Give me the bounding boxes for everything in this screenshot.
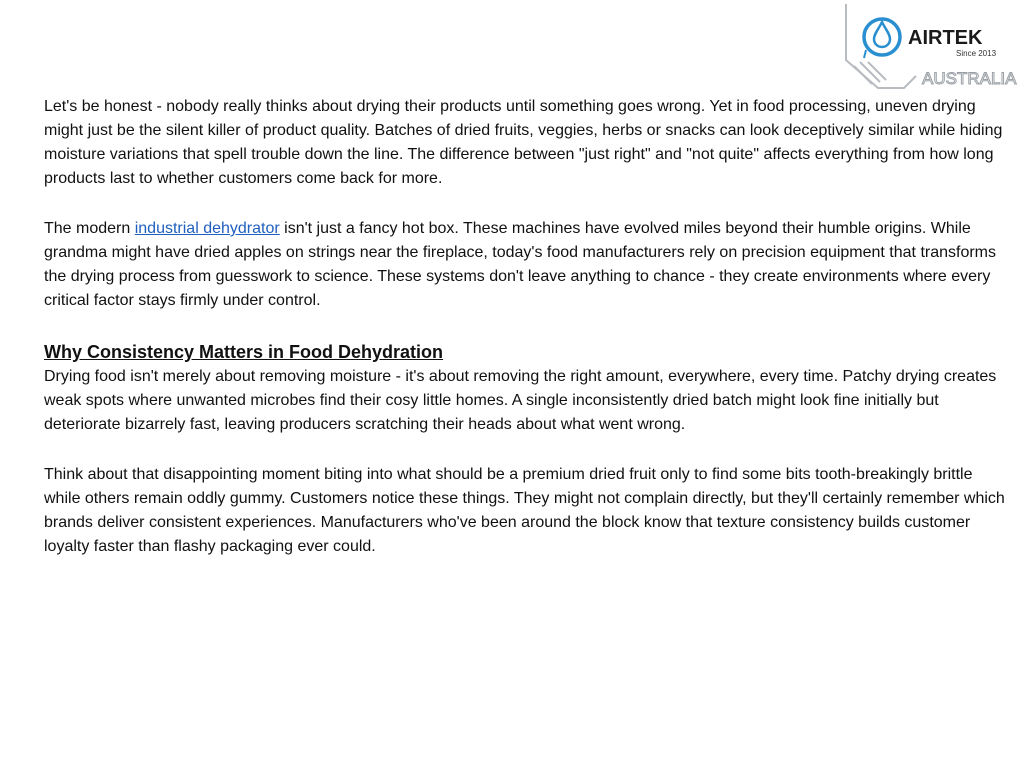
section-heading: Why Consistency Matters in Food Dehydration: [44, 342, 444, 362]
airtek-logo: [838, 0, 1024, 92]
paragraph-consistency: Drying food isn't merely about removing moisture - it's about removing the right amount, everywhere, every time. Patchy drying creates weak spots where unwanted microbes find their cosy little homes. A single inconsistently dried batch might look fine initially but deteriorate bizarrely fast, leaving producers scratching their heads about what went wrong.: [44, 368, 997, 433]
logo-region-text: AUSTRALIA: [922, 69, 1017, 88]
article-body: [44, 95, 1010, 585]
paragraph-dehydrator-lead: The modern: [44, 220, 135, 237]
industrial-dehydrator-link[interactable]: industrial dehydrator: [134, 220, 280, 237]
paragraph-intro: Let's be honest - nobody really thinks about drying their products until something goes wrong. Yet in food processing, uneven drying might just be the silent killer of product quality. Batches of dried fruits, veggies, herbs or snacks can look deceptively similar while hiding moisture variations that spell trouble down the line. The difference between "just right" and "not quite" affects everything from how long products last to whether customers come back for more.: [44, 98, 1003, 187]
paragraph-dehydrator-rest: isn't just a fancy hot box. These machines have evolved miles beyond their humble origins. While grandma might have dried apples on strings near the fireplace, today's food manufacturers rely on precision equipment that transforms the drying process from guesswork to science. These systems don't leave anything to chance - they create environments where every critical factor stays firmly under control.: [44, 220, 997, 309]
droplet-icon: [874, 22, 890, 47]
logo-since-text: Since 2013: [956, 49, 997, 58]
paragraph-texture: Think about that disappointing moment biting into what should be a premium dried fruit only to find some bits tooth-breakingly brittle while others remain oddly gummy. Customers notice these things. They might not complain directly, but they'll certainly remember which brands deliver consistent experiences. Manufacturers who've been around the block know that texture consistency builds customer loyalty faster than flashy packaging ever could.: [44, 466, 1005, 555]
airtek-logo-graphic: [838, 0, 1024, 92]
logo-brand-text: AIRTEK: [908, 27, 983, 49]
paragraph-dehydrator: [44, 217, 1010, 313]
